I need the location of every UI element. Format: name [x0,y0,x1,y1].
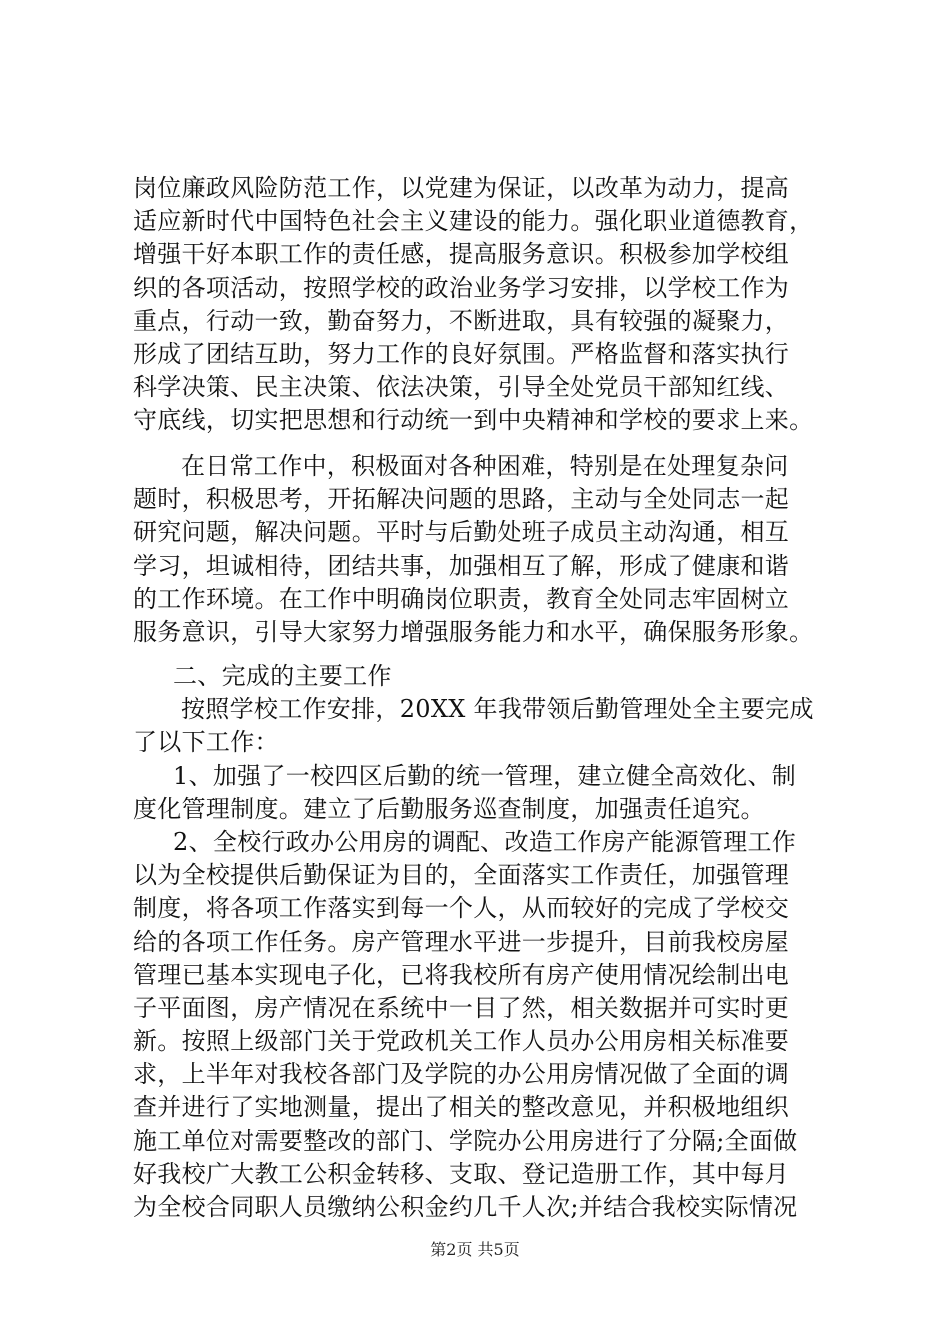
text-line: 形成了团结互助，努力工作的良好氛围。严格监督和落实执行 [133,339,790,368]
text-line: 制度，将各项工作落实到每一个人，从而较好的完成了学校交 [133,894,790,923]
text-line: 以为全校提供后勤保证为目的，全面落实工作责任，加强管理 [133,861,790,890]
text-line: 查并进行了实地测量，提出了相关的整改意见，并积极地组织 [133,1093,790,1122]
text-line: 为全校合同职人员缴纳公积金约几千人次;并结合我校实际情况 [133,1193,798,1221]
text-line: 求，上半年对我校各部门及学院的办公用房情况做了全面的调 [133,1060,790,1089]
text-line: 施工单位对需要整改的部门、学院办公用房进行了分隔;全面做 [133,1126,798,1155]
text-line: 在日常工作中，积极面对各种困难，特别是在处理复杂问 [181,452,789,480]
text-line: 织的各项活动，按照学校的政治业务学习安排，以学校工作为 [133,273,790,302]
text-line: 重点，行动一致，勤奋努力，不断进取，具有较强的凝聚力， [133,306,790,335]
text-line: 给的各项工作任务。房产管理水平进一步提升，目前我校房屋 [133,927,790,956]
text-line: 度化管理制度。建立了后勤服务巡查制度，加强责任追究。 [133,794,765,823]
page-number-footer: 第2页 共5页 [430,1240,520,1259]
text-line: 岗位廉政风险防范工作，以党建为保证，以改革为动力，提高 [133,174,790,202]
text-line: 子平面图，房产情况在系统中一目了然，相关数据并可实时更 [133,993,790,1022]
text-line: 服务意识，引导大家努力增强服务能力和水平，确保服务形象。 [133,617,814,646]
section-2 [133,660,833,1224]
text-line: 增强干好本职工作的责任感，提高服务意识。积极参加学校组 [133,240,790,269]
text-line: 了以下工作： [133,728,279,757]
list-item-2: 2、全校行政办公用房的调配、改造工作房产能源管理工作 [173,827,797,856]
paragraph-1 [133,172,833,438]
text-line: 科学决策、民主决策、依法决策，引导全处党员干部知红线、 [133,373,790,402]
text-line: 好我校广大教工公积金转移、支取、登记造册工作，其中每月 [133,1159,790,1188]
text-line: 新。按照上级部门关于党政机关工作人员办公用房相关标准要 [133,1027,790,1056]
paragraph-2 [133,450,833,649]
text-line: 研究问题，解决问题。平时与后勤处班子成员主动沟通，相互 [133,518,790,547]
text-line: 按照学校工作安排，20XX 年我带领后勤管理处全主要完成 [181,695,814,724]
text-line: 学习，坦诚相待，团结共事，加强相互了解，形成了健康和谐 [133,551,790,580]
text-line: 题时，积极思考，开拓解决问题的思路，主动与全处同志一起 [133,485,790,514]
text-line: 管理已基本实现电子化，已将我校所有房产使用情况绘制出电 [133,960,790,989]
text-line: 守底线，切实把思想和行动统一到中央精神和学校的要求上来。 [133,406,814,435]
text-line: 的工作环境。在工作中明确岗位职责，教育全处同志牢固树立 [133,584,790,613]
text-line: 适应新时代中国特色社会主义建设的能力。强化职业道德教育， [133,207,814,236]
section-heading: 二、完成的主要工作 [173,662,392,690]
list-item-1: 1、加强了一校四区后勤的统一管理，建立健全高效化、制 [173,761,797,790]
